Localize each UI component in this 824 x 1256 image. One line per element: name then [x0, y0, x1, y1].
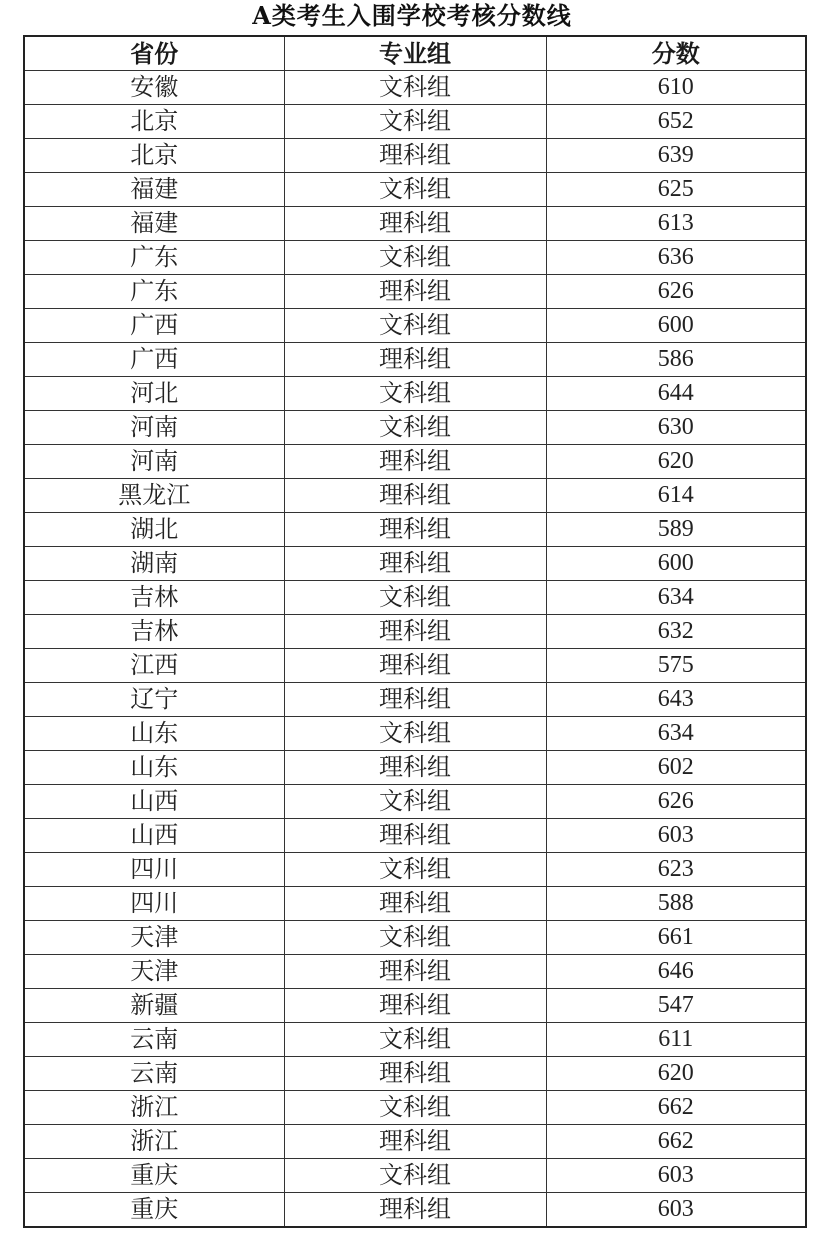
cell-province: 广东 [24, 275, 284, 309]
cell-province: 广西 [24, 309, 284, 343]
cell-province: 新疆 [24, 989, 284, 1023]
cell-province: 江西 [24, 649, 284, 683]
table-row [24, 887, 806, 921]
header-row [24, 36, 806, 71]
cell-province: 浙江 [24, 1091, 284, 1125]
cell-province: 广东 [24, 241, 284, 275]
cell-group: 理科组 [284, 615, 546, 649]
table-row [24, 649, 806, 683]
table-row [24, 1159, 806, 1193]
cell-province: 天津 [24, 955, 284, 989]
cell-score: 610 [546, 71, 806, 105]
table-row [24, 377, 806, 411]
table-row [24, 989, 806, 1023]
cell-score: 603 [546, 1193, 806, 1228]
table-row [24, 1125, 806, 1159]
cell-group: 理科组 [284, 445, 546, 479]
table-row [24, 207, 806, 241]
cell-group: 理科组 [284, 989, 546, 1023]
cell-province: 湖南 [24, 547, 284, 581]
table-row [24, 615, 806, 649]
cell-province: 北京 [24, 105, 284, 139]
cell-province: 福建 [24, 207, 284, 241]
cell-score: 575 [546, 649, 806, 683]
cell-group: 理科组 [284, 1193, 546, 1228]
table-row [24, 819, 806, 853]
table-row [24, 547, 806, 581]
table-row [24, 921, 806, 955]
cell-score: 620 [546, 445, 806, 479]
cell-province: 重庆 [24, 1159, 284, 1193]
cell-score: 603 [546, 819, 806, 853]
cell-province: 北京 [24, 139, 284, 173]
table-row [24, 411, 806, 445]
cell-group: 文科组 [284, 581, 546, 615]
cell-group: 文科组 [284, 241, 546, 275]
cell-score: 662 [546, 1125, 806, 1159]
cell-score: 600 [546, 547, 806, 581]
cell-group: 文科组 [284, 1091, 546, 1125]
cell-group: 文科组 [284, 717, 546, 751]
cell-score: 639 [546, 139, 806, 173]
cell-group: 文科组 [284, 921, 546, 955]
cell-province: 广西 [24, 343, 284, 377]
cell-province: 云南 [24, 1057, 284, 1091]
cell-group: 理科组 [284, 343, 546, 377]
cell-score: 652 [546, 105, 806, 139]
cell-province: 辽宁 [24, 683, 284, 717]
table-row [24, 173, 806, 207]
cell-province: 黑龙江 [24, 479, 284, 513]
cell-province: 湖北 [24, 513, 284, 547]
table-row [24, 139, 806, 173]
cell-score: 625 [546, 173, 806, 207]
cell-score: 626 [546, 275, 806, 309]
cell-province: 河北 [24, 377, 284, 411]
table-row [24, 241, 806, 275]
cell-group: 文科组 [284, 71, 546, 105]
cell-score: 547 [546, 989, 806, 1023]
cell-group: 文科组 [284, 105, 546, 139]
cell-group: 文科组 [284, 1023, 546, 1057]
cell-score: 634 [546, 581, 806, 615]
table-row [24, 71, 806, 105]
table-row [24, 513, 806, 547]
table-row [24, 751, 806, 785]
cell-group: 理科组 [284, 1125, 546, 1159]
cell-group: 文科组 [284, 411, 546, 445]
cell-group: 文科组 [284, 785, 546, 819]
cell-score: 661 [546, 921, 806, 955]
header-province: 省份 [24, 36, 284, 71]
table-row [24, 853, 806, 887]
cell-group: 理科组 [284, 547, 546, 581]
cell-score: 626 [546, 785, 806, 819]
cell-score: 623 [546, 853, 806, 887]
table-row [24, 479, 806, 513]
cell-score: 588 [546, 887, 806, 921]
cell-group: 文科组 [284, 173, 546, 207]
cell-group: 理科组 [284, 649, 546, 683]
table-row [24, 343, 806, 377]
cell-province: 吉林 [24, 581, 284, 615]
cell-score: 600 [546, 309, 806, 343]
cell-score: 646 [546, 955, 806, 989]
cell-score: 632 [546, 615, 806, 649]
cell-score: 603 [546, 1159, 806, 1193]
cell-score: 644 [546, 377, 806, 411]
cell-score: 589 [546, 513, 806, 547]
table-row [24, 717, 806, 751]
table-row [24, 275, 806, 309]
cell-score: 634 [546, 717, 806, 751]
cell-group: 理科组 [284, 683, 546, 717]
table-row [24, 955, 806, 989]
cell-score: 611 [546, 1023, 806, 1057]
cell-group: 理科组 [284, 751, 546, 785]
cell-province: 河南 [24, 411, 284, 445]
cell-group: 理科组 [284, 887, 546, 921]
cell-group: 文科组 [284, 853, 546, 887]
cell-group: 理科组 [284, 479, 546, 513]
cell-score: 613 [546, 207, 806, 241]
table-row [24, 445, 806, 479]
cell-score: 586 [546, 343, 806, 377]
table-row [24, 785, 806, 819]
table-row [24, 683, 806, 717]
cell-province: 山西 [24, 819, 284, 853]
cell-group: 理科组 [284, 275, 546, 309]
cell-group: 理科组 [284, 819, 546, 853]
header-score: 分数 [546, 36, 806, 71]
cell-group: 理科组 [284, 207, 546, 241]
cell-score: 636 [546, 241, 806, 275]
table-row [24, 1193, 806, 1228]
header-group: 专业组 [284, 36, 546, 71]
table-row [24, 1057, 806, 1091]
cell-group: 理科组 [284, 955, 546, 989]
cell-province: 福建 [24, 173, 284, 207]
cell-province: 山西 [24, 785, 284, 819]
cell-score: 614 [546, 479, 806, 513]
table-row [24, 105, 806, 139]
cell-group: 理科组 [284, 139, 546, 173]
cell-province: 吉林 [24, 615, 284, 649]
cell-group: 文科组 [284, 377, 546, 411]
cell-province: 安徽 [24, 71, 284, 105]
page-title: A类考生入围学校考核分数线 [252, 1, 572, 30]
cell-province: 浙江 [24, 1125, 284, 1159]
cell-province: 重庆 [24, 1193, 284, 1228]
cell-score: 662 [546, 1091, 806, 1125]
cell-province: 天津 [24, 921, 284, 955]
cell-province: 云南 [24, 1023, 284, 1057]
cell-province: 河南 [24, 445, 284, 479]
table-row [24, 309, 806, 343]
cell-score: 630 [546, 411, 806, 445]
cell-group: 理科组 [284, 513, 546, 547]
score-table [23, 35, 807, 1228]
cell-group: 文科组 [284, 1159, 546, 1193]
table-row [24, 1023, 806, 1057]
cell-group: 理科组 [284, 1057, 546, 1091]
cell-province: 山东 [24, 751, 284, 785]
cell-score: 620 [546, 1057, 806, 1091]
cell-province: 四川 [24, 887, 284, 921]
table-header [24, 36, 806, 71]
table-body [24, 71, 806, 1228]
cell-group: 文科组 [284, 309, 546, 343]
cell-score: 643 [546, 683, 806, 717]
cell-score: 602 [546, 751, 806, 785]
table-row [24, 581, 806, 615]
cell-province: 山东 [24, 717, 284, 751]
table-row [24, 1091, 806, 1125]
cell-province: 四川 [24, 853, 284, 887]
